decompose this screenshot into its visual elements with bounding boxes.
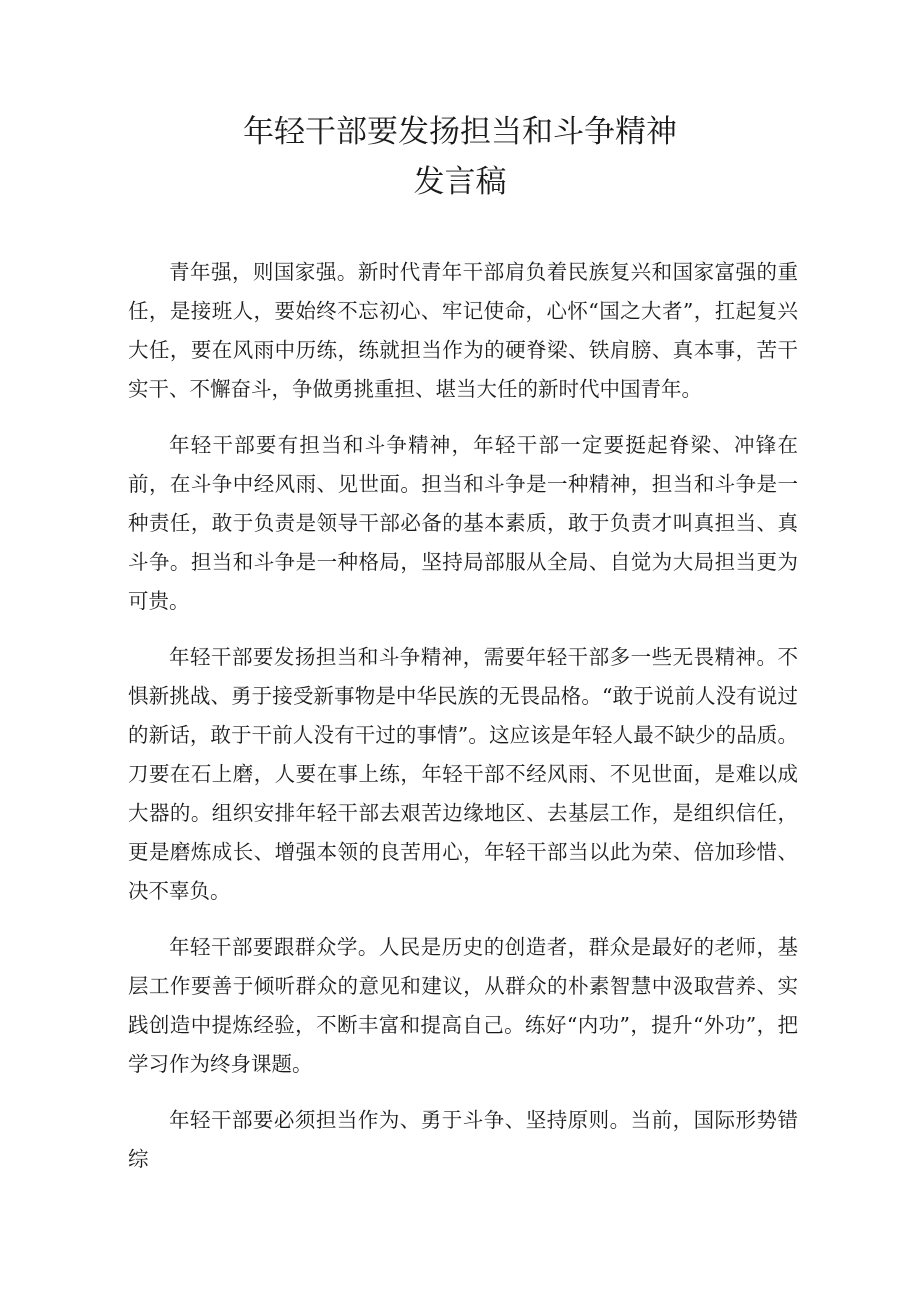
document-title-line-2: 发言稿 [413,164,507,200]
document-body [128,253,798,1196]
paragraph-5: 年轻干部要必须担当作为、勇于斗争、坚持原则。当前，国际形势错综 [128,1108,798,1171]
document-title-line-1: 年轻干部要发扬担当和斗争精神 [243,114,677,150]
paragraph-3: 年轻干部要发扬担当和斗争精神，需要年轻干部多一些无畏精神。不惧新挑战、勇于接受新事物是中华民族的无畏品格。“敢于说前人没有说过的新话，敢于干前人没有干过的事情”。这应该是年轻人最不缺少的品质。刀要在石上磨，人要在事上练，年轻干部不经风雨、不见世面，是难以成大器的。组织安排年轻干部去艰苦边缘地区、去基层工作，是组织信任，更是磨炼成长、增强本领的良苦用心，年轻干部当以此为荣、倍加珍惜、决不辜负。 [128,645,798,903]
paragraph-2: 年轻干部要有担当和斗争精神，年轻干部一定要挺起脊梁、冲锋在前，在斗争中经风雨、见世面。担当和斗争是一种精神，担当和斗争是一种责任，敢于负责是领导干部必备的基本素质，敢于负责才叫真担当、真斗争。担当和斗争是一种格局，坚持局部服从全局、自觉为大局担当更为可贵。 [128,433,798,613]
paragraph-4: 年轻干部要跟群众学。人民是历史的创造者，群众是最好的老师，基层工作要善于倾听群众的意见和建议，从群众的朴素智慧中汲取营养、实践创造中提炼经验，不断丰富和提高自己。练好“内功”，提升“外功”，把学习作为终身课题。 [128,935,798,1076]
paragraph-1: 青年强，则国家强。新时代青年干部肩负着民族复兴和国家富强的重任，是接班人，要始终不忘初心、牢记使命，心怀“国之大者”，扛起复兴大任，要在风雨中历练，练就担当作为的硬脊梁、铁肩膀、真本事，苦干实干、不懈奋斗，争做勇挑重担、堪当大任的新时代中国青年。 [128,260,798,401]
